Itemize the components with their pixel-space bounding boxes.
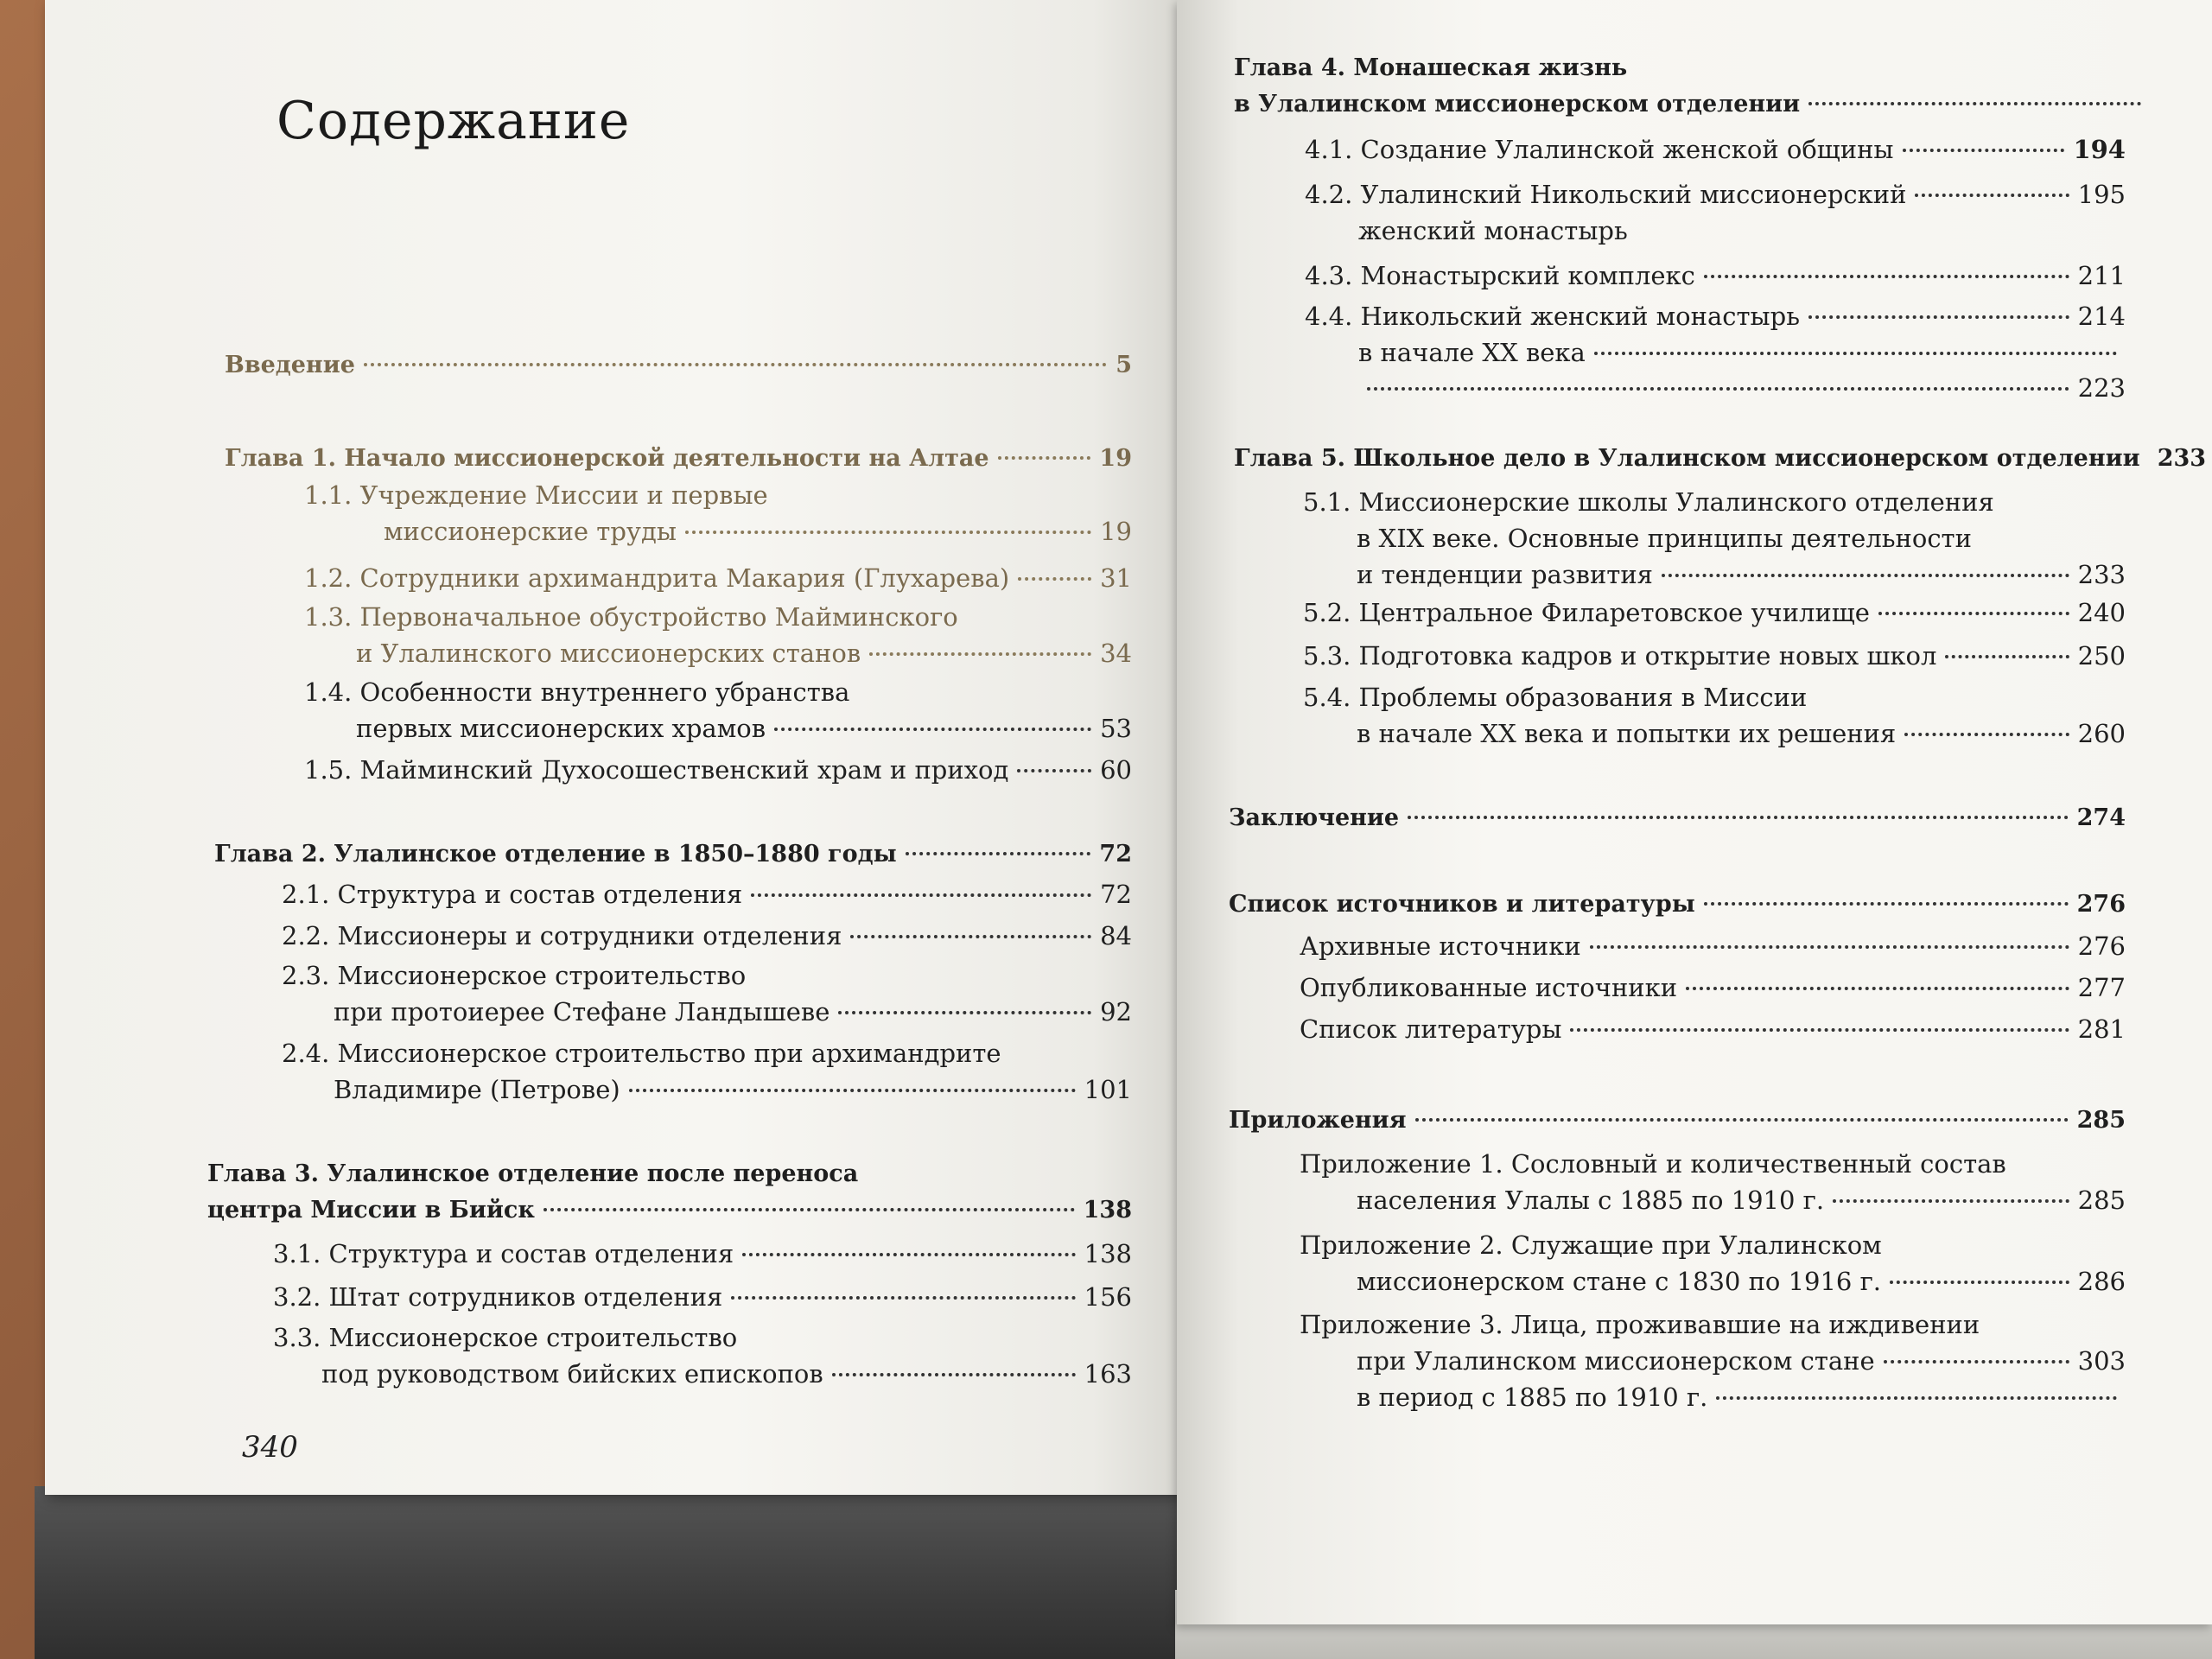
leader-dots xyxy=(1594,351,2117,355)
leader-dots xyxy=(1686,986,2069,990)
toc-entry-page: 72 xyxy=(1100,880,1132,909)
toc-entry-page: 233 xyxy=(2157,445,2207,472)
leader-dots xyxy=(1415,1117,2069,1122)
toc-entry-title: 1.1. Учреждение Миссии и первые xyxy=(304,480,768,510)
toc-entry-title: 3.2. Штат сотрудников отделения xyxy=(273,1282,723,1312)
toc-entry-title: 3.3. Миссионерское строительство xyxy=(273,1323,738,1352)
leader-dots xyxy=(1808,315,2069,319)
toc-entry-page: 274 xyxy=(2076,804,2126,831)
leader-dots xyxy=(832,1372,1076,1376)
toc-entry-2-2[interactable] xyxy=(282,918,1132,954)
leader-dots xyxy=(1408,815,2069,819)
toc-entry-page: 138 xyxy=(1084,1239,1132,1268)
toc-entry-title: Глава 3. Улалинское отделение после переноса xyxy=(207,1160,859,1187)
toc-entry-title-cont: Владимире (Петрове) xyxy=(334,1075,620,1104)
toc-entry-title: 4.2. Улалинский Никольский миссионерский xyxy=(1305,180,1907,209)
toc-entry-sources[interactable] xyxy=(1229,887,2126,923)
toc-entry-3-2[interactable] xyxy=(273,1279,1132,1315)
leader-dots xyxy=(629,1088,1076,1092)
toc-entry-title: Введение xyxy=(225,352,355,378)
toc-entry-archival[interactable] xyxy=(1300,928,2126,964)
toc-entry-page: 60 xyxy=(1100,755,1132,785)
toc-entry-page: 211 xyxy=(2077,261,2126,290)
leader-dots xyxy=(1884,1359,2069,1363)
toc-entry-title-cont: в начале XX века и попытки их решения xyxy=(1357,719,1897,748)
toc-entry-title-cont: в начале XX века xyxy=(1358,338,1586,367)
leader-dots xyxy=(1018,576,1091,581)
toc-entry-appendix-3[interactable] xyxy=(1300,1306,2126,1415)
toc-entry-chapter-3[interactable] xyxy=(207,1156,1132,1229)
toc-entry-title: Приложения xyxy=(1229,1107,1407,1134)
toc-entry-5-4[interactable] xyxy=(1303,679,2126,752)
toc-entry-title: 4.1. Создание Улалинской женской общины xyxy=(1305,135,1894,164)
leader-dots xyxy=(1904,732,2069,736)
toc-entry-page: 276 xyxy=(2076,891,2126,918)
toc-entry-title: 4.4. Никольский женский монастырь xyxy=(1305,302,1800,331)
toc-entry-appendices[interactable] xyxy=(1229,1103,2126,1139)
toc-entry-2-3[interactable] xyxy=(282,957,1132,1030)
toc-entry-title: Опубликованные источники xyxy=(1300,973,1678,1002)
toc-entry-title-cont: под руководством бийских епископов xyxy=(321,1359,823,1389)
toc-entry-page: 53 xyxy=(1100,714,1132,743)
toc-entry-page: 214 xyxy=(2077,302,2126,331)
toc-entry-title: Приложение 1. Сословный и количественный состав xyxy=(1300,1149,2006,1179)
toc-entry-title-cont: в период с 1885 по 1910 г. xyxy=(1357,1382,1708,1412)
toc-entry-3-3[interactable] xyxy=(273,1319,1132,1392)
toc-entry-title-cont: центра Миссии в Бийск xyxy=(207,1197,535,1224)
toc-entry-appendix-1[interactable] xyxy=(1300,1146,2126,1218)
leader-dots xyxy=(906,851,1091,855)
toc-entry-page: 277 xyxy=(2077,973,2126,1002)
toc-entry-title: Глава 2. Улалинское отделение в 1850–1880 годы xyxy=(214,841,897,868)
leader-dots xyxy=(1890,1280,2069,1284)
toc-entry-title-cont: и Улалинского миссионерских станов xyxy=(356,639,861,668)
right-page xyxy=(1177,0,2212,1624)
toc-entry-page: 250 xyxy=(2077,641,2126,671)
toc-entry-title: 2.2. Миссионеры и сотрудники отделения xyxy=(282,921,842,950)
leader-dots xyxy=(543,1207,1075,1211)
toc-entry-page: 31 xyxy=(1100,563,1132,593)
leader-dots xyxy=(1017,768,1091,772)
toc-entry-title: 3.1. Структура и состав отделения xyxy=(273,1239,734,1268)
toc-entry-title: 1.2. Сотрудники архимандрита Макария (Глухарева) xyxy=(304,563,1010,593)
toc-entry-page: 19 xyxy=(1100,517,1132,546)
toc-entry-title: Глава 5. Школьное дело в Улалинском миссионерском отделении xyxy=(1234,445,2140,472)
book-shadow xyxy=(35,1486,1210,1659)
toc-entry-title: Архивные источники xyxy=(1300,931,1581,961)
toc-entry-page: 156 xyxy=(1084,1282,1132,1312)
leader-dots xyxy=(742,1252,1075,1256)
toc-entry-1-4[interactable] xyxy=(304,674,1132,747)
toc-entry-title: Глава 1. Начало миссионерской деятельности на Алтае xyxy=(225,445,989,472)
toc-entry-page: 286 xyxy=(2077,1267,2126,1296)
toc-entry-3-1[interactable] xyxy=(273,1236,1132,1272)
leader-dots xyxy=(1716,1395,2117,1400)
left-page xyxy=(45,0,1184,1495)
toc-entry-title: 1.4. Особенности внутреннего убранства xyxy=(304,677,850,707)
leader-dots xyxy=(731,1295,1075,1300)
toc-entry-page: 285 xyxy=(2076,1107,2126,1134)
toc-entry-title: 5.3. Подготовка кадров и открытие новых школ xyxy=(1303,641,1937,671)
toc-entry-title: Глава 4. Монашеская жизнь xyxy=(1234,54,1628,81)
toc-entry-title-cont: миссионерском стане с 1830 по 1916 г. xyxy=(1357,1267,1882,1296)
leader-dots xyxy=(685,530,1091,534)
toc-entry-title: Список литературы xyxy=(1300,1014,1562,1044)
leader-dots xyxy=(751,893,1091,897)
toc-entry-chapter-4[interactable] xyxy=(1234,50,2150,123)
toc-entry-2-1[interactable] xyxy=(282,876,1132,912)
toc-entry-title: 2.4. Миссионерское строительство при архимандрите xyxy=(282,1039,1001,1068)
toc-entry-chapter-1[interactable] xyxy=(225,441,1132,477)
toc-entry-page: 303 xyxy=(2077,1346,2126,1376)
toc-entry-title-cont: населения Улалы с 1885 по 1910 г. xyxy=(1357,1185,1825,1215)
leader-dots xyxy=(1704,274,2069,278)
toc-entry-page: 240 xyxy=(2077,598,2126,627)
leader-dots xyxy=(1570,1027,2069,1032)
toc-entry-page: 233 xyxy=(2077,560,2126,589)
toc-entry-1-5[interactable] xyxy=(304,752,1132,788)
toc-entry-intro[interactable] xyxy=(225,347,1132,384)
leader-dots xyxy=(838,1010,1091,1014)
toc-entry-page: 276 xyxy=(2077,931,2126,961)
toc-entry-title: 5.4. Проблемы образования в Миссии xyxy=(1303,683,1808,712)
toc-entry-title: 2.3. Миссионерское строительство xyxy=(282,961,747,990)
toc-entry-title-cont: в XIX веке. Основные принципы деятельности xyxy=(1357,524,1972,553)
toc-entry-page: 92 xyxy=(1100,997,1132,1027)
toc-entry-appendix-2[interactable] xyxy=(1300,1227,2126,1300)
toc-entry-page: 223 xyxy=(2077,373,2126,403)
toc-entry-page: 84 xyxy=(1100,921,1132,950)
toc-entry-page: 138 xyxy=(1083,1197,1132,1224)
leader-dots xyxy=(1878,611,2069,615)
toc-entry-page: 194 xyxy=(2073,135,2126,164)
toc-entry-title: Приложение 2. Служащие при Улалинском xyxy=(1300,1230,1882,1260)
toc-entry-5-3[interactable] xyxy=(1303,638,2126,674)
toc-entry-page: 163 xyxy=(1084,1359,1132,1389)
toc-entry-page: 72 xyxy=(1099,841,1132,868)
toc-entry-page: 101 xyxy=(1084,1075,1132,1104)
leader-dots xyxy=(1833,1198,2069,1203)
leader-dots xyxy=(774,727,1091,731)
toc-entry-page: 19 xyxy=(1099,445,1132,472)
leader-dots xyxy=(1367,386,2069,391)
toc-entry-title: 5.2. Центральное Филаретовское училище xyxy=(1303,598,1870,627)
toc-entry-chapter-2[interactable] xyxy=(214,836,1132,873)
leader-dots xyxy=(869,652,1091,656)
toc-entry-4-4[interactable] xyxy=(1305,298,2126,371)
toc-entry-title: 5.1. Миссионерские школы Улалинского отделения xyxy=(1303,487,1994,517)
toc-entry-published[interactable] xyxy=(1300,969,2126,1006)
toc-entry-1-3[interactable] xyxy=(304,599,1132,671)
toc-entry-page: 285 xyxy=(2077,1185,2126,1215)
toc-entry-4-2[interactable] xyxy=(1305,176,2126,249)
toc-entry-title-cont: в Улалинском миссионерском отделении xyxy=(1234,91,1801,118)
toc-entry-page: 260 xyxy=(2077,719,2126,748)
toc-entry-title-cont: первых миссионерских храмов xyxy=(356,714,766,743)
toc-entry-title: Приложение 3. Лица, проживавшие на иждивении xyxy=(1300,1310,1980,1339)
toc-entry-title: Заключение xyxy=(1229,804,1400,831)
toc-entry-literature[interactable] xyxy=(1300,1011,2126,1047)
toc-heading: Содержание xyxy=(276,91,631,151)
toc-entry-1-1[interactable] xyxy=(304,477,1132,550)
toc-entry-title: 1.5. Майминский Духосошественский храм и приход xyxy=(304,755,1009,785)
leader-dots xyxy=(364,362,1107,366)
toc-entry-page: 5 xyxy=(1116,352,1132,378)
page-number: 340 xyxy=(242,1430,298,1465)
toc-entry-title-cont: при Улалинском миссионерском стане xyxy=(1357,1346,1875,1376)
leader-dots xyxy=(1808,101,2141,105)
toc-entry-chapter-5[interactable] xyxy=(1234,441,2207,477)
toc-entry-title: 4.3. Монастырский комплекс xyxy=(1305,261,1695,290)
toc-entry-title-cont: женский монастырь xyxy=(1358,216,1628,245)
toc-entry-title-cont: при протоиерее Стефане Ландышеве xyxy=(334,997,830,1027)
toc-entry-1-2[interactable] xyxy=(304,560,1132,596)
toc-entry-2-4[interactable] xyxy=(282,1035,1132,1108)
toc-entry-title: 2.1. Структура и состав отделения xyxy=(282,880,743,909)
leader-dots xyxy=(1662,573,2069,577)
toc-entry-title: Список источников и литературы xyxy=(1229,891,1695,918)
toc-entry-page: 195 xyxy=(2077,180,2126,209)
toc-entry-5-1[interactable] xyxy=(1303,484,2126,593)
toc-entry-5-2[interactable] xyxy=(1303,594,2126,631)
leader-dots xyxy=(1704,901,2069,906)
toc-entry-title-cont: миссионерские труды xyxy=(384,517,677,546)
toc-entry-title: 1.3. Первоначальное обустройство Майминского xyxy=(304,602,958,632)
leader-dots xyxy=(1945,654,2069,658)
leader-dots xyxy=(1590,944,2069,949)
toc-entry-page: 34 xyxy=(1100,639,1132,668)
leader-dots xyxy=(850,934,1091,938)
toc-entry-page: 281 xyxy=(2077,1014,2126,1044)
toc-entry-4-1[interactable] xyxy=(1305,131,2126,168)
toc-entry-conclusion[interactable] xyxy=(1229,800,2126,836)
leader-dots xyxy=(1915,193,2069,197)
leader-dots xyxy=(998,455,1091,460)
toc-entry-4-4-cont[interactable] xyxy=(1358,370,2126,406)
leader-dots xyxy=(1903,148,2065,152)
toc-entry-title-cont: и тенденции развития xyxy=(1357,560,1653,589)
toc-entry-4-3[interactable] xyxy=(1305,257,2126,294)
